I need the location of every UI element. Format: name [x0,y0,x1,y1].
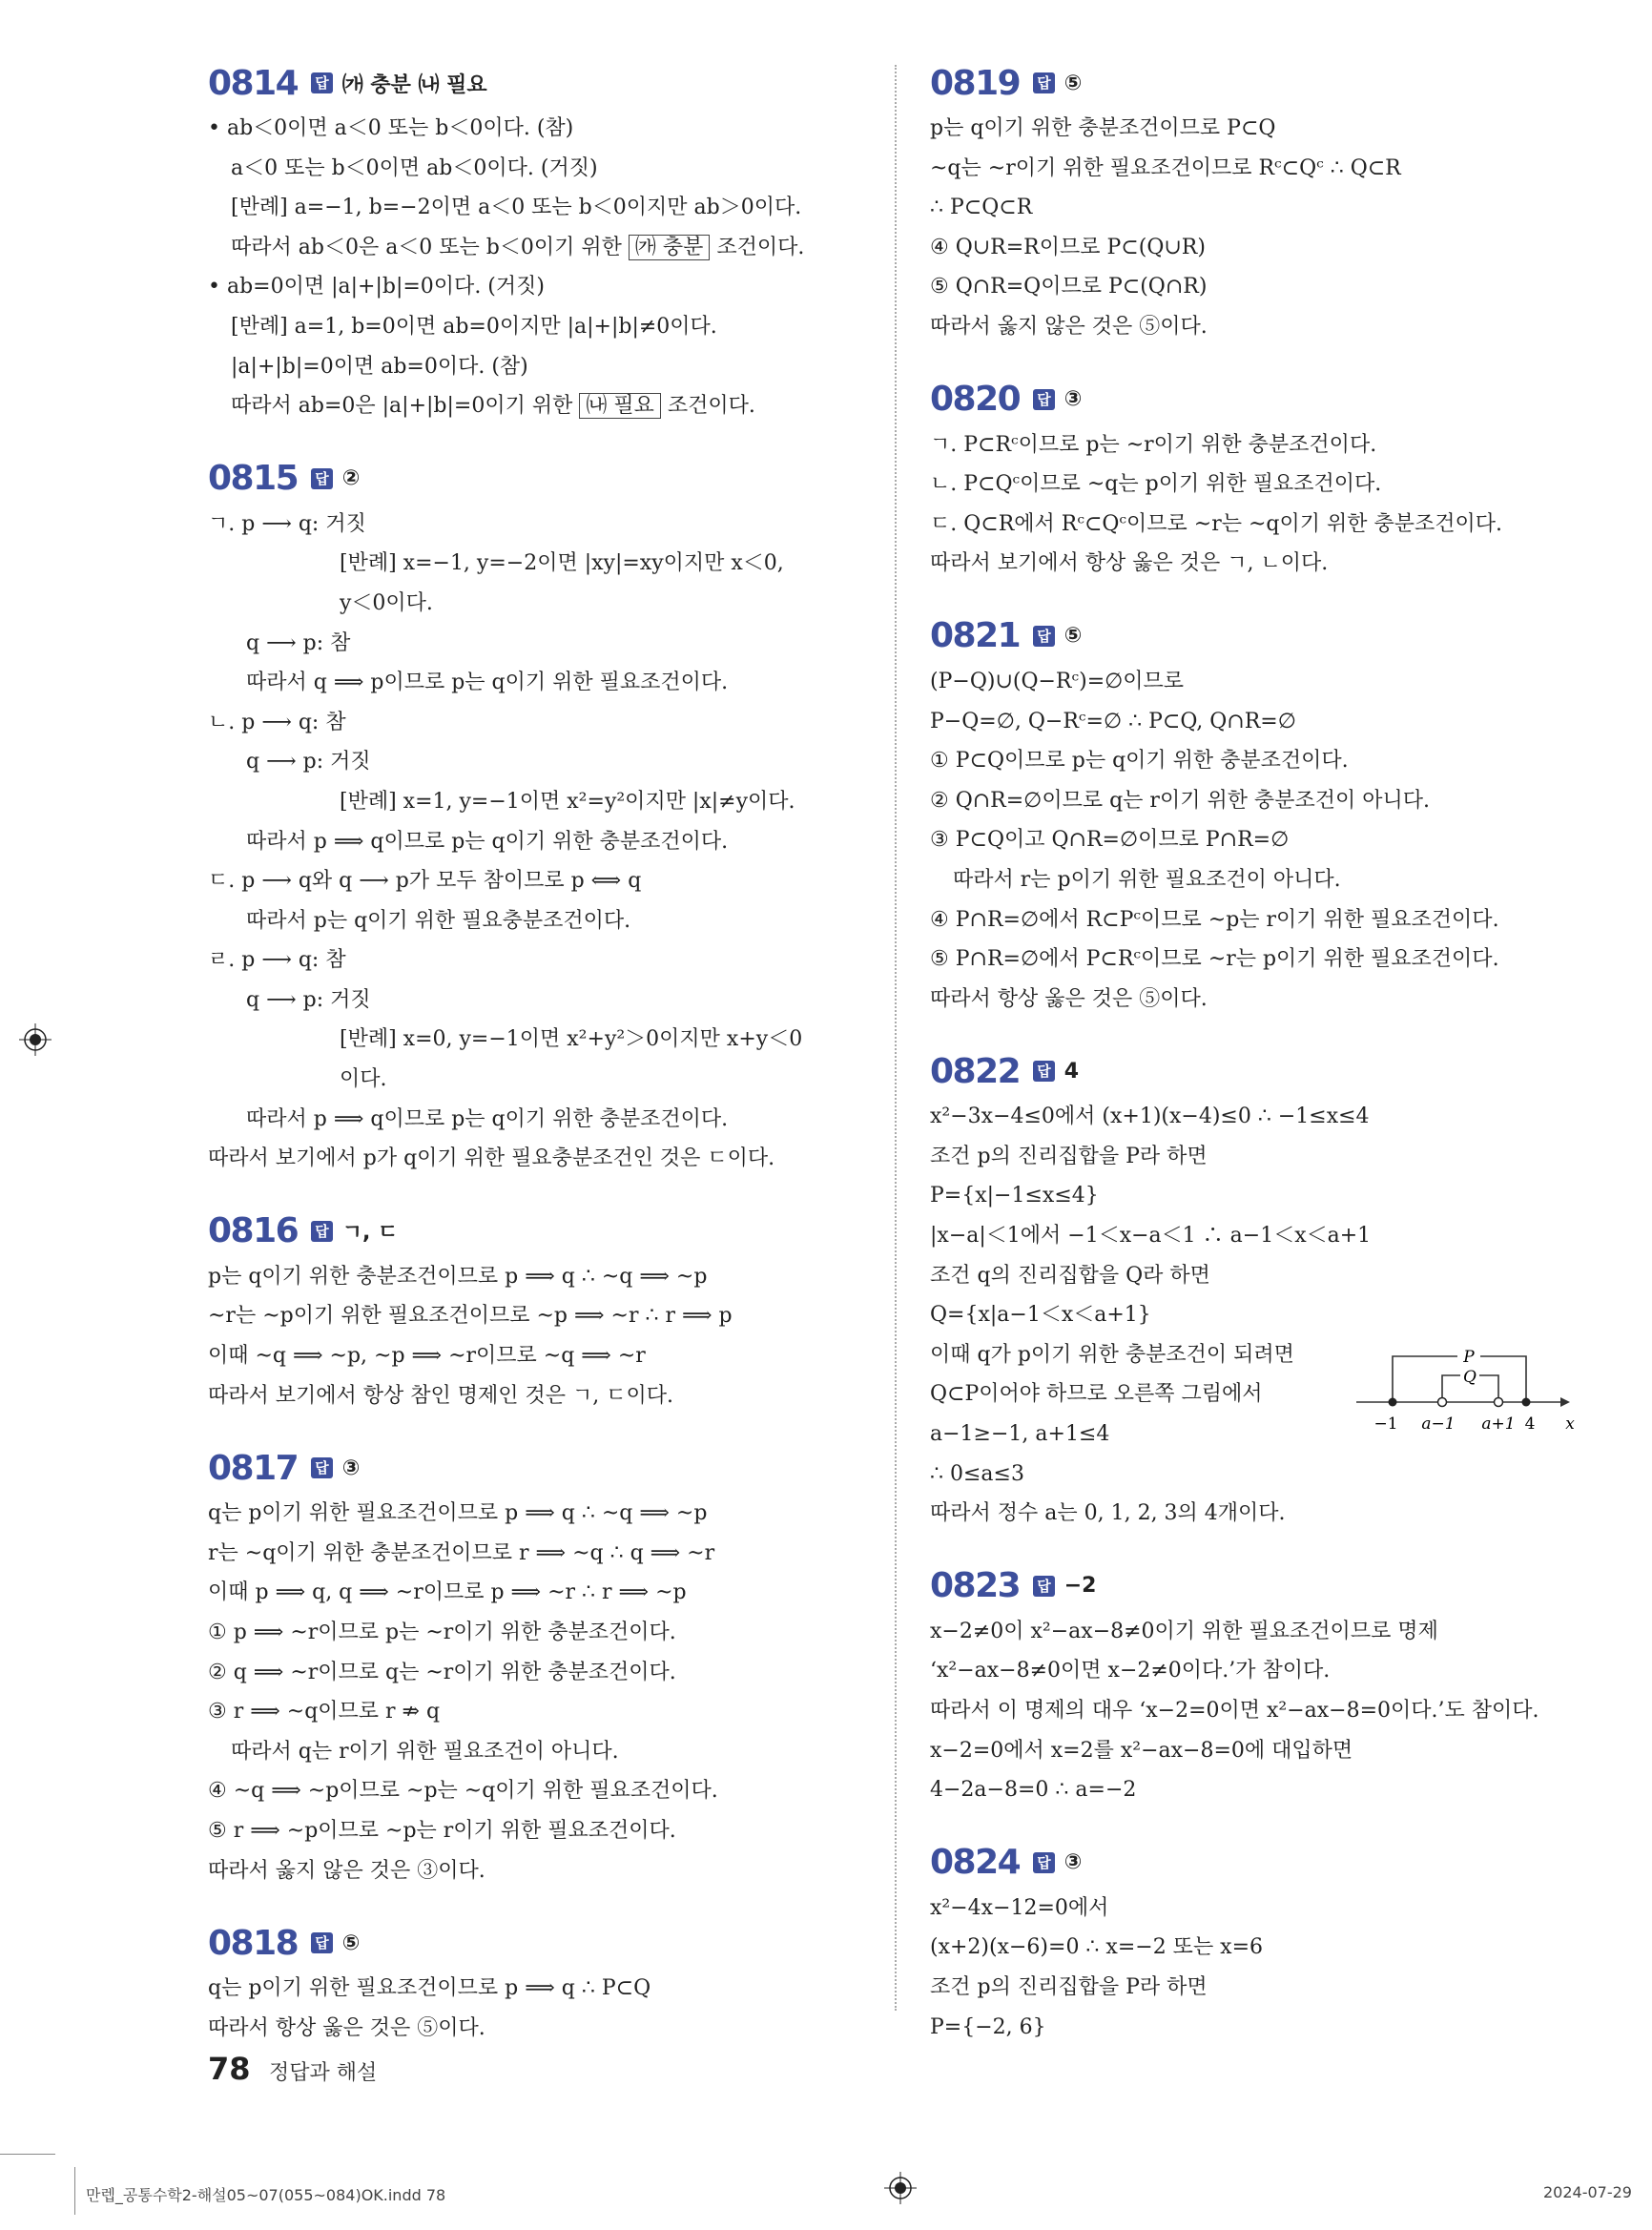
solution-line: 따라서 항상 옳은 것은 ⑤이다. [208,2015,485,2040]
solution-line: 따라서 보기에서 항상 옳은 것은 ㄱ, ㄴ이다. [930,551,1329,576]
point-open-a-minus-1 [1438,1397,1447,1406]
solution-line: 따라서 p는 q이기 위한 필요충분조건이다. [246,908,631,933]
solution-line: ① p ⟹ ~r이므로 p는 ~r이기 위한 충분조건이다. [208,1621,676,1644]
problem-header [930,1047,1598,1095]
answer-value: ⑤ [1063,624,1083,649]
figure-block [930,1335,1598,1455]
solution-line: [반례] x=1, y=−1이면 x²=y²이지만 |x|≠y이다. [340,789,795,814]
problem-0815 [208,455,866,1179]
problem-header [208,1444,866,1492]
answer-tag: 답 [311,468,333,489]
solution-line: 따라서 보기에서 p가 q이기 위한 필요충분조건인 것은 ㄷ이다. [208,1146,775,1171]
answer-tag: 답 [1033,626,1055,647]
solution-line: 따라서 p ⟹ q이므로 p는 q이기 위한 충분조건이다. [246,1106,729,1131]
answer-value: ③ [1063,1850,1083,1875]
solution-line: |x−a|＜1에서 −1＜x−a＜1 ∴ a−1＜x＜a+1 [930,1224,1372,1249]
solution-line: y＜0이다. [340,590,433,615]
problem-number: 0814 [208,63,299,103]
problem-0814 [208,59,866,426]
solution-line: q ⟶ p: 거짓 [246,987,371,1012]
problem-number: 0817 [208,1448,299,1488]
solution-line: q는 p이기 위한 필요조건이므로 p ⟹ q ∴ ~q ⟹ ~p [208,1501,708,1526]
solution-line: 이때 p ⟹ q, q ⟹ ~r이므로 p ⟹ ~r ∴ r ⟹ ~p [208,1580,687,1605]
solution-line: ⑤ r ⟹ ~p이므로 ~p는 r이기 위한 필요조건이다. [208,1818,676,1843]
solution-line: ‘x²−ax−8≠0이면 x−2≠0이다.’가 참이다. [930,1659,1331,1683]
problem-header [930,1562,1598,1610]
problem-0824 [930,1839,1598,2047]
problem-number: 0818 [208,1923,299,1963]
solution-line: x−2=0에서 x=2를 x²−ax−8=0에 대입하면 [930,1738,1353,1763]
solution-line: 따라서 r는 p이기 위한 필요조건이 아니다. [953,867,1341,892]
solution-line: 이다. [340,1067,387,1092]
point-open-a-plus-1 [1495,1397,1503,1406]
solution-line: ∴ 0≤a≤3 [930,1461,1024,1486]
solution-line: [반례] a=−1, b=−2이면 a＜0 또는 b＜0이지만 ab＞0이다. [231,196,802,220]
tick-label: 4 [1524,1414,1536,1434]
solution-line: ④ P∩R=∅에서 R⊂Pᶜ이므로 ~p는 r이기 위한 필요조건이다. [930,907,1499,932]
print-slug-date: 2024-07-29 [1543,2183,1632,2201]
answer-value: −2 [1063,1574,1097,1599]
problem-0817 [208,1444,866,1890]
solution-line: P−Q=∅, Q−Rᶜ=∅ ∴ P⊂Q, Q∩R=∅ [930,709,1296,733]
solution-line: p는 q이기 위한 충분조건이므로 p ⟹ q ∴ ~q ⟹ ~p [208,1264,708,1289]
tick-label: a−1 [1421,1414,1456,1434]
column-divider [895,65,897,2011]
solution-line: 조건 p의 진리집합을 P라 하면 [930,1144,1208,1168]
solution-line: x²−4x−12=0에서 [930,1895,1109,1920]
solution-line: 따라서 옳지 않은 것은 ⑤이다. [930,314,1208,339]
solution-line: 따라서 옳지 않은 것은 ③이다. [208,1858,485,1883]
solution-line: ∴ P⊂Q⊂R [930,196,1033,220]
solution-line: • ab＜0이면 a＜0 또는 b＜0이다. (참) [208,116,574,140]
solution-line: • ab=0이면 |a|+|b|=0이다. (거짓) [208,275,545,299]
solution-line: (x+2)(x−6)=0 ∴ x=−2 또는 x=6 [930,1935,1264,1960]
boxed-answer: ㈏ 필요 [579,393,661,419]
problem-0822 [930,1047,1598,1534]
solution-line: Q={x|a−1＜x＜a+1} [930,1303,1151,1328]
solution-line: 따라서 항상 옳은 것은 ⑤이다. [930,986,1208,1011]
solution-line: q ⟶ p: 참 [246,630,351,655]
answer-tag: 답 [1033,389,1055,410]
problem-0818 [208,1919,866,2048]
solution-line: 이때 q가 p이기 위한 충분조건이 되려면 [930,1342,1294,1367]
solution-line: 따라서 정수 a는 0, 1, 2, 3의 4개이다. [930,1501,1286,1526]
problem-0816 [208,1208,866,1415]
problem-0821 [930,612,1598,1019]
answer-tag: 답 [311,1932,333,1953]
solution-line: 조건 p의 진리집합을 P라 하면 [930,1974,1208,1999]
point-closed-minus1 [1389,1397,1397,1406]
solution-line: ㄷ. Q⊂R에서 Rᶜ⊂Qᶜ이므로 ~r는 ~q이기 위한 충분조건이다. [930,511,1502,536]
problem-0819 [930,59,1598,347]
solution-line: ③ P⊂Q이고 Q∩R=∅이므로 P∩R=∅ [930,828,1290,853]
problem-0823 [930,1562,1598,1810]
problem-header [208,1919,866,1967]
solution-line: [반례] x=−1, y=−2이면 |xy|=xy이지만 x＜0, [340,551,784,576]
solution-line: ㄴ. p ⟶ q: 참 [208,710,346,734]
solution-line: p는 q이기 위한 충분조건이므로 P⊂Q [930,116,1276,140]
set-P-label: P [1463,1347,1475,1367]
solution-line: (P−Q)∪(Q−Rᶜ)=∅이므로 [930,669,1185,693]
solution-line: [반례] a=1, b=0이면 ab=0이지만 |a|+|b|≠0이다. [231,314,717,339]
solution-text: 조건이다. [660,394,755,419]
problem-number: 0821 [930,616,1021,656]
solution-line: ④ Q∪R=R이므로 P⊂(Q∪R) [930,235,1206,259]
answer-value: ③ [341,1456,361,1480]
registration-mark-icon [884,2172,917,2204]
number-line-diagram [1354,1343,1579,1448]
answer-tag: 답 [1033,1852,1055,1873]
problem-number: 0820 [930,380,1021,420]
problem-number: 0824 [930,1843,1021,1883]
solution-line: r는 ~q이기 위한 충분조건이므로 r ⟹ ~q ∴ q ⟹ ~r [208,1540,715,1565]
solution-line: a＜0 또는 b＜0이면 ab＜0이다. (거짓) [231,155,598,180]
solution-line: ㄷ. p ⟶ q와 q ⟶ p가 모두 참이므로 p ⟺ q [208,869,642,894]
solution-line: q ⟶ p: 거짓 [246,750,371,774]
axis-label: x [1565,1414,1575,1434]
answer-tag: 답 [1033,1061,1055,1082]
left-column [208,59,866,2076]
answer-tag: 답 [311,1221,333,1242]
tick-label: a+1 [1481,1414,1516,1434]
page-number: 78 [208,2051,251,2087]
solution-line [208,386,866,426]
solution-line: 4−2a−8=0 ∴ a=−2 [930,1778,1137,1803]
solution-line [208,228,866,268]
solution-line: ② q ⟹ ~r이므로 q는 ~r이기 위한 충분조건이다. [208,1660,676,1684]
solution-line: 이때 ~q ⟹ ~p, ~p ⟹ ~r이므로 ~q ⟹ ~r [208,1344,646,1369]
solution-line: x²−3x−4≤0에서 (x+1)(x−4)≤0 ∴ −1≤x≤4 [930,1105,1370,1129]
answer-tag: 답 [1033,72,1055,93]
solution-line: ④ ~q ⟹ ~p이므로 ~p는 ~q이기 위한 필요조건이다. [208,1779,718,1804]
answer-value: ③ [1063,387,1083,412]
answer-value: ⑤ [341,1931,361,1955]
solution-line: 따라서 q는 r이기 위한 필요조건이 아니다. [231,1739,619,1764]
crop-line [74,2167,75,2215]
solution-line: [반례] x=0, y=−1이면 x²+y²＞0이지만 x+y＜0 [340,1027,803,1052]
solution-line: Q⊂P이어야 하므로 오른쪽 그림에서 [930,1382,1263,1407]
solution-line: x−2≠0이 x²−ax−8≠0이기 위한 필요조건이므로 명제 [930,1619,1438,1643]
solution-line: a−1≥−1, a+1≤4 [930,1422,1110,1447]
problem-number: 0822 [930,1051,1021,1091]
solution-line: 따라서 보기에서 항상 참인 명제인 것은 ㄱ, ㄷ이다. [208,1383,673,1408]
solution-text: 조건이다. [710,235,805,259]
crop-line [0,2154,55,2155]
solution-line: 조건 q의 진리집합을 Q라 하면 [930,1263,1210,1288]
solution-line: ③ r ⟹ ~q이므로 r ⇏ q [208,1700,441,1724]
solution-line: P={x|−1≤x≤4} [930,1184,1099,1208]
solution-text: 따라서 ab＜0은 a＜0 또는 b＜0이기 위한 [231,235,629,259]
problem-number: 0819 [930,63,1021,103]
solution-line: ① P⊂Q이므로 p는 q이기 위한 충분조건이다. [930,749,1349,774]
tick-label: −1 [1373,1414,1398,1434]
solution-line: ㄱ. p ⟶ q: 거짓 [208,511,366,536]
solution-line: ㄱ. P⊂Rᶜ이므로 p는 ~r이기 위한 충분조건이다. [930,432,1377,457]
solution-line: 따라서 q ⟹ p이므로 p는 q이기 위한 필요조건이다. [246,671,729,695]
solution-line: P={−2, 6} [930,2014,1046,2039]
answer-tag: 답 [311,1457,333,1478]
problem-header [208,1208,866,1255]
solution-line: ㄹ. p ⟶ q: 참 [208,948,346,973]
problem-header [208,59,866,107]
answer-value: ⑤ [1063,71,1083,95]
right-column [930,59,1598,2075]
answer-value: 4 [1063,1059,1080,1084]
print-slug-filename: 만렙_공통수학2-해설05~07(055~084)OK.indd 78 [86,2186,446,2204]
problem-number: 0816 [208,1211,299,1251]
solution-line: ⑤ P∩R=∅에서 P⊂Rᶜ이므로 ~r는 p이기 위한 필요조건이다. [930,947,1499,972]
set-Q-label: Q [1463,1367,1476,1387]
problem-header [208,455,866,503]
boxed-answer: ㈎ 충분 [629,235,711,260]
axis-arrow-icon [1560,1397,1570,1407]
solution-line: 따라서 p ⟹ q이므로 p는 q이기 위한 충분조건이다. [246,829,729,854]
point-closed-4 [1522,1397,1531,1406]
answer-value: ㈎ 충분 ㈏ 필요 [341,72,487,97]
problem-header [930,59,1598,107]
answer-value: ㄱ, ㄷ [341,1221,399,1246]
problem-number: 0823 [930,1566,1021,1606]
solution-line: 따라서 이 명제의 대우 ‘x−2=0이면 x²−ax−8=0이다.’도 참이다. [930,1699,1539,1723]
solution-text: 따라서 ab=0은 |a|+|b|=0이기 위한 [231,394,580,419]
problem-header [930,1839,1598,1887]
solution-line: ㄴ. P⊂Qᶜ이므로 ~q는 p이기 위한 필요조건이다. [930,472,1382,497]
problem-header [930,376,1598,423]
answer-tag: 답 [311,72,333,93]
solution-line: ⑤ Q∩R=Q이므로 P⊂(Q∩R) [930,275,1208,299]
problem-number: 0815 [208,459,299,499]
solution-line: ② Q∩R=∅이므로 q는 r이기 위한 충분조건이 아니다. [930,788,1430,813]
footer-label: 정답과 해설 [269,2061,378,2085]
solution-line: q는 p이기 위한 필요조건이므로 p ⟹ q ∴ P⊂Q [208,1976,651,2001]
solution-line: ~q는 ~r이기 위한 필요조건이므로 Rᶜ⊂Qᶜ ∴ Q⊂R [930,155,1401,180]
registration-mark-icon [19,1023,52,1056]
answer-tag: 답 [1033,1576,1055,1597]
solution-line: |a|+|b|=0이면 ab=0이다. (참) [231,354,528,379]
answer-value: ② [341,466,361,491]
solution-line: ~r는 ~p이기 위한 필요조건이므로 ~p ⟹ ~r ∴ r ⟹ p [208,1304,733,1329]
problem-header [930,612,1598,660]
problem-0820 [930,376,1598,584]
